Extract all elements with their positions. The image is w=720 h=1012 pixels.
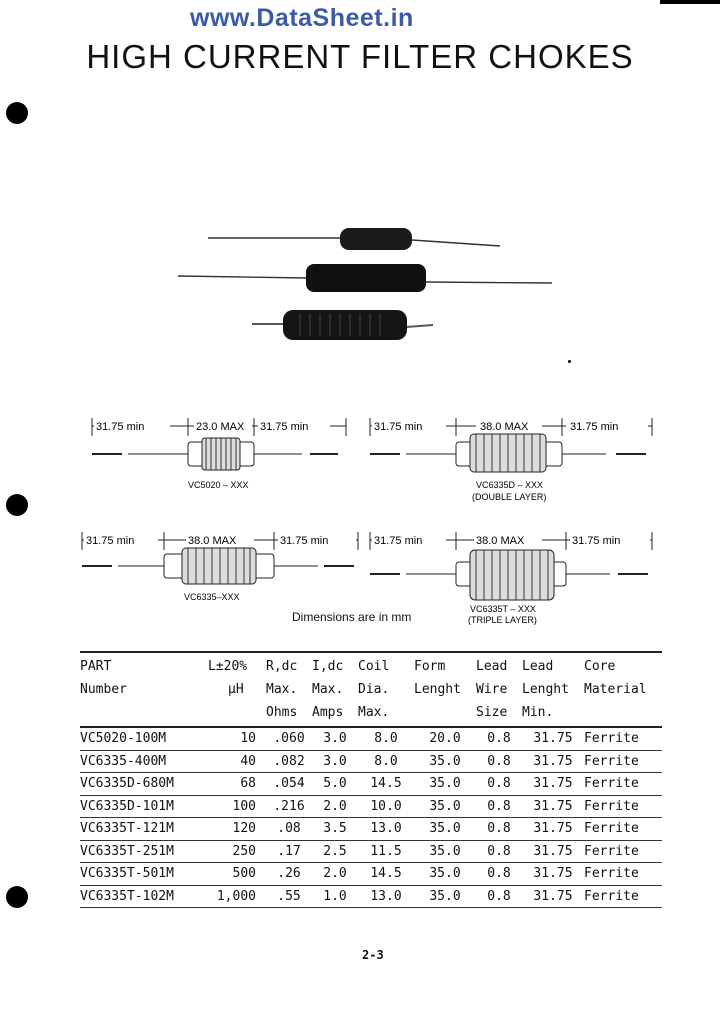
dim-right: 31.75 min xyxy=(570,421,619,433)
table-cell: 31.75 xyxy=(533,843,573,859)
table-cell: 14.5 xyxy=(370,866,402,881)
table-cell: 5.0 xyxy=(323,776,347,791)
binder-hole-bottom xyxy=(6,886,28,908)
binder-hole-top xyxy=(6,102,28,124)
table-cell: 31.75 xyxy=(533,821,573,836)
table-cell: 2.0 xyxy=(323,866,347,881)
drawing-vc5020 xyxy=(88,414,350,496)
table-cell: 10 xyxy=(240,731,256,746)
table-cell: 68 xyxy=(240,776,256,791)
table-cell: 11.5 xyxy=(370,843,402,859)
chokes-photo xyxy=(160,210,560,350)
table-cell: 35.0 xyxy=(429,798,461,814)
table-cell: Ferrite xyxy=(584,798,639,814)
table-cell: 14.5 xyxy=(370,776,402,791)
table-cell: .17 xyxy=(277,843,301,859)
table-cell: Ferrite xyxy=(584,753,639,769)
table-row xyxy=(80,840,662,863)
col-form-length: Form Lenght xyxy=(414,659,461,697)
dim-mid: 23.0 MAX xyxy=(196,421,245,433)
table-cell: 31.75 xyxy=(533,731,573,746)
dim-right: 31.75 min xyxy=(260,421,309,433)
table-cell: 100 xyxy=(232,798,256,814)
table-row xyxy=(80,750,662,773)
dimensions-note: Dimensions are in mm xyxy=(292,610,412,624)
col-idc: I,dc Max. Amps xyxy=(312,659,344,720)
table-cell: 0.8 xyxy=(487,753,511,769)
table-cell: 1.0 xyxy=(323,888,347,904)
table-cell: 40 xyxy=(240,753,256,769)
col-part: PART Number xyxy=(80,659,127,697)
table-cell: 500 xyxy=(232,866,256,881)
table-cell: Ferrite xyxy=(584,821,639,836)
dim-left: 31.75 min xyxy=(86,535,135,547)
table-row xyxy=(80,885,662,908)
table-cell: .054 xyxy=(273,776,305,791)
table-cell: Ferrite xyxy=(584,776,639,791)
table-cell: 2.5 xyxy=(323,843,347,859)
table-cell: Ferrite xyxy=(584,731,639,746)
dim-mid: 38.0 MAX xyxy=(188,535,237,547)
table-cell: 0.8 xyxy=(487,843,511,859)
table-cell: 20.0 xyxy=(429,731,461,746)
drawing-vc6335 xyxy=(78,528,362,608)
table-cell: 3.5 xyxy=(323,821,347,836)
table-cell: 3.0 xyxy=(323,753,347,769)
table-cell: .55 xyxy=(277,888,301,904)
table-cell: VC6335T-501M xyxy=(80,866,174,881)
spec-table xyxy=(80,651,662,908)
table-cell: 250 xyxy=(232,843,256,859)
table-cell: 0.8 xyxy=(487,866,511,881)
table-cell: 35.0 xyxy=(429,821,461,836)
col-coil-dia: Coil Dia. Max. xyxy=(358,659,390,720)
table-cell: 35.0 xyxy=(429,866,461,881)
table-cell: .26 xyxy=(277,866,301,881)
table-cell: 0.8 xyxy=(487,776,511,791)
dim-right: 31.75 min xyxy=(280,535,329,547)
dim-left: 31.75 min xyxy=(96,421,145,433)
table-cell: 2.0 xyxy=(323,798,347,814)
page-number: 2-3 xyxy=(362,948,384,962)
table-cell: 13.0 xyxy=(370,821,402,836)
part-label: VC5020 – XXX xyxy=(188,480,249,490)
datasheet-site-link[interactable]: www.DataSheet.in xyxy=(190,4,414,32)
table-cell: 35.0 xyxy=(429,888,461,904)
table-cell: 0.8 xyxy=(487,798,511,814)
page-title: HIGH CURRENT FILTER CHOKES xyxy=(86,38,634,75)
table-row xyxy=(80,773,662,796)
dim-mid: 38.0 MAX xyxy=(480,421,529,433)
table-cell: 35.0 xyxy=(429,776,461,791)
table-cell: VC6335T-102M xyxy=(80,888,174,904)
table-cell: Ferrite xyxy=(584,888,639,904)
dim-left: 31.75 min xyxy=(374,421,423,433)
table-cell: 31.75 xyxy=(533,776,573,791)
table-cell: .060 xyxy=(273,731,305,746)
layer-note: (TRIPLE LAYER) xyxy=(468,615,537,625)
table-cell: 31.75 xyxy=(533,888,573,904)
dim-left: 31.75 min xyxy=(374,535,423,547)
part-label: VC6335D – XXX xyxy=(476,480,544,490)
table-cell: 31.75 xyxy=(533,866,573,881)
table-cell: VC6335T-251M xyxy=(80,843,174,859)
table-cell: 120 xyxy=(232,821,256,836)
corner-bar xyxy=(660,0,720,4)
layer-note: (DOUBLE LAYER) xyxy=(472,492,547,502)
dim-right: 31.75 min xyxy=(572,535,621,547)
table-cell: .082 xyxy=(273,753,305,769)
table-cell: 13.0 xyxy=(370,888,402,904)
table-cell: .216 xyxy=(273,798,305,814)
table-cell: 31.75 xyxy=(533,753,573,769)
col-inductance: L±20% μH xyxy=(208,659,248,697)
table-header-row xyxy=(80,652,662,727)
table-cell: VC6335D-680M xyxy=(80,776,174,791)
dim-mid: 38.0 MAX xyxy=(476,535,525,547)
table-row xyxy=(80,863,662,886)
part-label: VC6335–XXX xyxy=(184,592,240,602)
table-cell: Ferrite xyxy=(584,843,639,859)
table-cell: 1,000 xyxy=(216,888,256,904)
col-lead-length: Lead Lenght Min. xyxy=(522,659,569,720)
table-cell: 35.0 xyxy=(429,843,461,859)
table-cell: VC6335T-121M xyxy=(80,821,174,836)
table-cell: Ferrite xyxy=(584,866,639,881)
table-cell: 0.8 xyxy=(487,731,511,746)
part-label: VC6335T – XXX xyxy=(470,604,536,614)
table-row xyxy=(80,818,662,841)
table-cell: 31.75 xyxy=(533,798,573,814)
drawing-vc6335d xyxy=(366,414,658,506)
table-cell: 35.0 xyxy=(429,753,461,769)
table-row xyxy=(80,727,662,750)
binder-hole-middle xyxy=(6,494,28,516)
table-cell: 0.8 xyxy=(487,888,511,904)
table-cell: VC6335-400M xyxy=(80,753,167,769)
table-cell: 8.0 xyxy=(374,753,398,769)
col-rdc: R,dc Max. Ohms xyxy=(266,659,298,720)
table-cell: .08 xyxy=(277,821,301,836)
speck xyxy=(568,360,571,363)
col-lead-wire: Lead Wire Size xyxy=(476,659,508,720)
table-cell: VC6335D-101M xyxy=(80,798,174,814)
table-cell: 8.0 xyxy=(374,731,398,746)
table-cell: 10.0 xyxy=(370,798,402,814)
table-row xyxy=(80,795,662,818)
table-cell: 3.0 xyxy=(323,731,347,746)
table-cell: 0.8 xyxy=(487,821,511,836)
col-core: Core Material xyxy=(584,659,647,697)
table-cell: VC5020-100M xyxy=(80,731,167,746)
